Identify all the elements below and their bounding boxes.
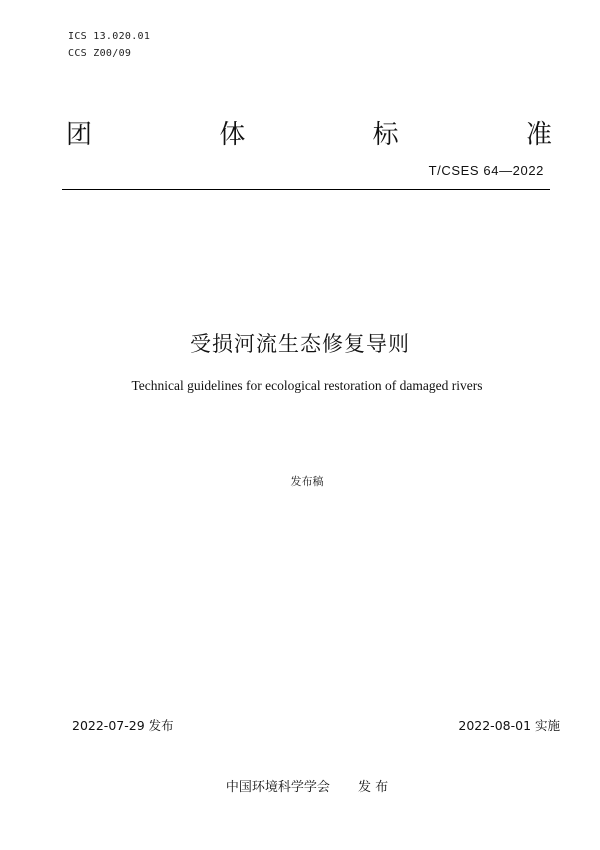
header-divider	[62, 189, 550, 190]
classification-codes	[68, 28, 150, 62]
publisher-line	[0, 776, 600, 795]
document-title-en: Technical guidelines for ecological restoration of damaged rivers	[131, 378, 483, 393]
standard-type-char-1: 团	[66, 119, 93, 150]
ics-code: ICS 13.020.01	[68, 31, 151, 42]
document-title-zh: 受损河流生态修复导则	[190, 332, 410, 356]
ccs-code: CCS Z00/09	[68, 48, 132, 59]
standard-type-char-4: 准	[525, 119, 552, 150]
draft-status-label: 发布稿	[290, 475, 324, 488]
publisher-name: 中国环境科学学会	[225, 780, 330, 795]
standard-type-char-2: 体	[219, 119, 246, 150]
standard-number: T/CSES 64—2022	[428, 163, 544, 178]
standard-type-char-3: 标	[372, 119, 399, 150]
publish-date: 2022-07-29 发布	[72, 718, 174, 733]
publisher-action: 发 布	[357, 780, 389, 795]
standard-type-heading	[66, 112, 552, 152]
implementation-date: 2022-08-01 实施	[458, 718, 560, 733]
